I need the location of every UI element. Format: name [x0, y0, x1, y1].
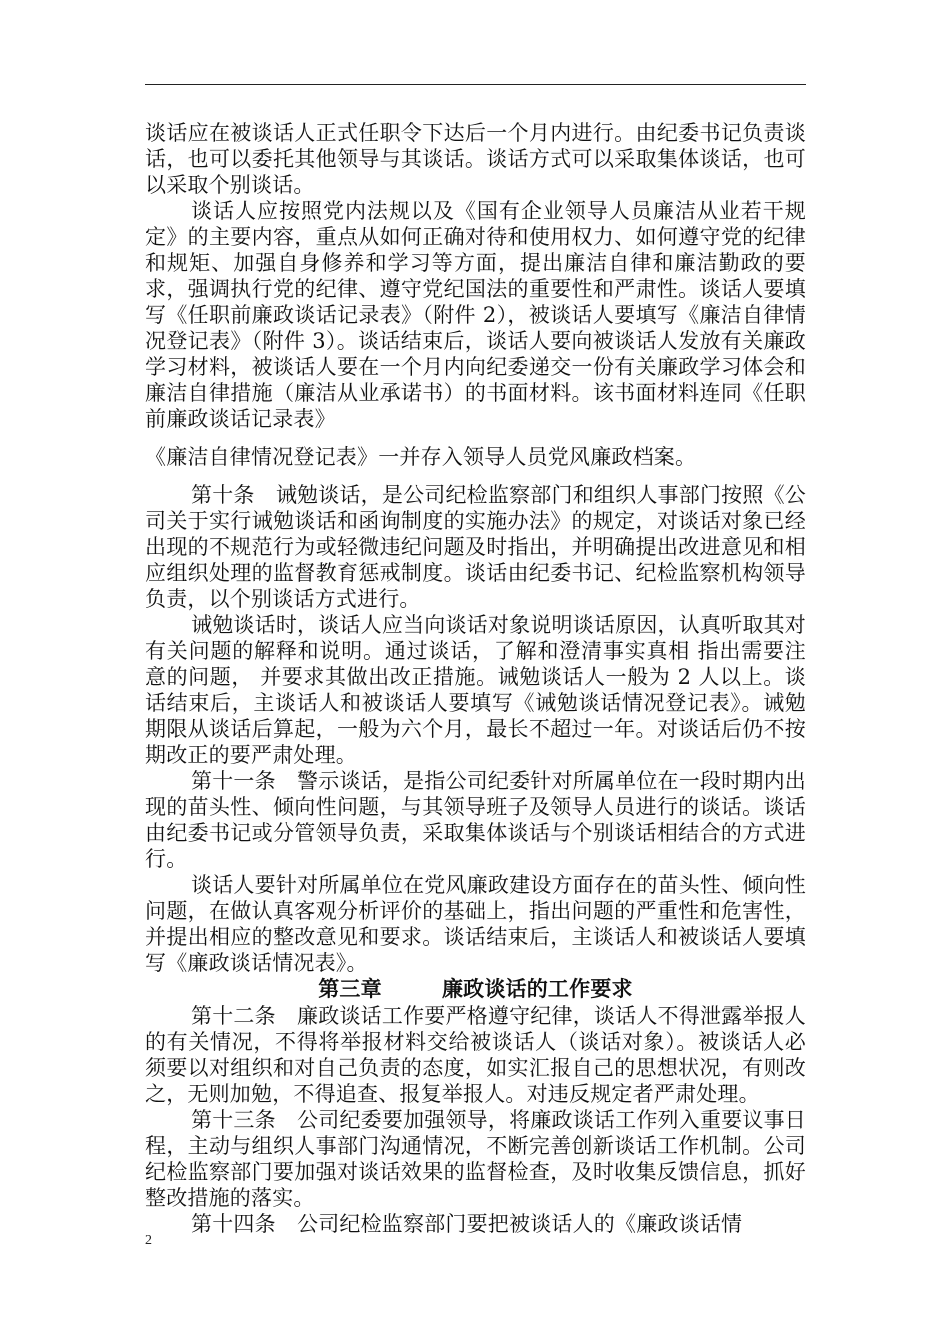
article-13: 第十三条 公司纪委要加强领导，将廉政谈话工作列入重要议事日程，主动与组织人事部门沟通情况，不断完善创新谈话工作机制。公司纪检监察部门要加强对谈话效果的监督检查，及时收集反馈信息，抓好整改措施的落实。: [145, 1108, 806, 1210]
paragraph: 谈话应在被谈话人正式任职令下达后一个月内进行。由纪委书记负责谈话，也可以委托其他领导与其谈话。谈话方式可以采取集体谈话，也可以采取个别谈话。: [145, 121, 806, 197]
article-12: 第十二条 廉政谈话工作要严格遵守纪律，谈话人不得泄露举报人的有关情况，不得将举报材料交给被谈话人（谈话对象）。被谈话人必须要以对组织和对自己负责的态度，如实汇报自己的思想状况，有则改之，无则加勉，不得追查、报复举报人。对违反规定者严肃处理。: [145, 1004, 806, 1106]
article-10: 第十条 诫勉谈话，是公司纪检监察部门和组织人事部门按照《公司关于实行诫勉谈话和函询制度的实施办法》的规定，对谈话对象已经出现的不规范行为或轻微违纪问题及时指出，并明确提出改进意见和相应组织处理的监督教育惩戒制度。谈话由纪委书记、纪检监察机构领导负责，以个别谈话方式进行。: [145, 483, 806, 611]
page-number: 2: [145, 1233, 152, 1248]
chapter-title: 廉政谈话的工作要求: [441, 977, 633, 1001]
document-body: [145, 120, 806, 1237]
paragraph: 谈话人应按照党内法规以及《国有企业领导人员廉洁从业若干规定》的主要内容，重点从如何正确对待和使用权力、如何遵守党的纪律和规矩、加强自身修养和学习等方面，提出廉洁自律和廉洁勤政的要求，强调执行党的纪律、遵守党纪国法的重要性和严肃性。谈话人要填写《任职前廉政谈话记录表》（附件 2），被谈话人要填写《廉洁自律情况登记表》（附件 3）。谈话结束后，谈话人要向被谈话人发放有关廉政学习材料，被谈话人要在一个月内向纪委递交一份有关廉政学习体会和廉洁自律措施（廉洁从业承诺书）的书面材料。该书面材料连同《任职前廉政谈话记录表》: [145, 199, 806, 431]
paragraph: 《廉洁自律情况登记表》一并存入领导人员党风廉政档案。: [145, 445, 697, 469]
article-11: 第十一条 警示谈话，是指公司纪委针对所属单位在一段时期内出现的苗头性、倾向性问题，与其领导班子及领导人员进行的谈话。谈话由纪委书记或分管领导负责，采取集体谈话与个别谈话相结合的方式进行。: [145, 769, 806, 871]
header-rule: [145, 84, 806, 85]
chapter-number: 第三章: [318, 977, 382, 1001]
paragraph: 诫勉谈话时，谈话人应当向谈话对象说明谈话原因，认真听取其对有关问题的解释和说明。通过谈话，了解和澄清事实真相 指出需要注意的问题， 并要求其做出改正措施。诫勉谈话人一般为 2 人以上。谈话结束后，主谈话人和被谈话人要填写《诫勉谈话情况登记表》。诫勉期限从谈话后算起，一般为六个月，最长不超过一年。对谈话后仍不按期改正的要严肃处理。: [145, 613, 806, 767]
chapter-heading: [145, 976, 806, 1003]
paragraph: 谈话人要针对所属单位在党风廉政建设方面存在的苗头性、倾向性问题，在做认真客观分析评价的基础上，指出问题的严重性和危害性，并提出相应的整改意见和要求。谈话结束后，主谈话人和被谈话人要填写《廉政谈话情况表》。: [145, 873, 806, 975]
article-14: 第十四条 公司纪检监察部门要把被谈话人的《廉政谈话情: [191, 1212, 743, 1236]
